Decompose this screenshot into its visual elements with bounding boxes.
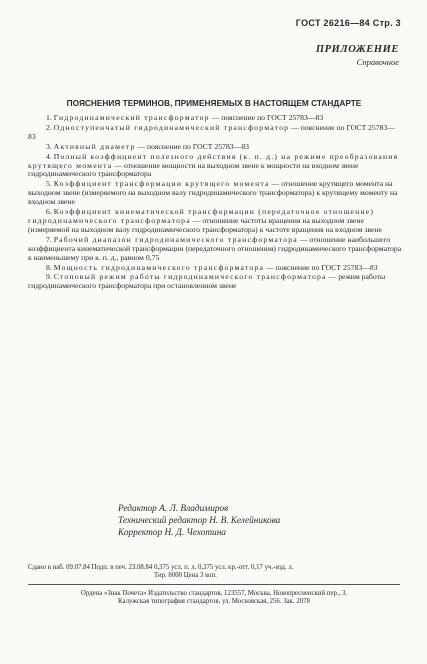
term-explanation: — отношение мощности на выходном звене к мощности на входном звене гидродинамического трансформатора <box>28 160 359 179</box>
term-name: Одноступенчатый гидродинамический трансформатор <box>53 122 290 132</box>
term-item <box>28 143 402 152</box>
term-item <box>28 180 402 207</box>
term-number: 1. <box>46 113 52 122</box>
term-name: Коэффициент кинематической трансформации (передаточное отношение) гидродинамического трансформатора <box>28 207 375 225</box>
page-header: ГОСТ 26216—84 Стр. 3 <box>295 18 401 28</box>
term-number: 3. <box>46 141 52 151</box>
section-title: ПОЯСНЕНИЯ ТЕРМИНОВ, ПРИМЕНЯЕМЫХ В НАСТОЯЩЕМ СТАНДАРТЕ <box>66 98 362 108</box>
term-item <box>28 273 402 291</box>
printer-block <box>28 590 400 606</box>
term-explanation: — пояснение по ГОСТ 25783—83 <box>264 262 378 272</box>
term-item <box>28 236 402 263</box>
term-number: 7. <box>46 234 52 244</box>
term-name: Гидродинамический трансформатор <box>53 113 210 122</box>
appendix-title: ПРИЛОЖЕНИЕ <box>315 44 399 55</box>
imprint-block <box>28 564 400 580</box>
term-name: Мощность гидродинамического трансформатора <box>53 262 265 272</box>
term-number: 8. <box>46 262 52 272</box>
term-name: Активный диаметр <box>53 141 136 151</box>
term-item <box>28 264 402 273</box>
term-number: 6. <box>46 207 52 217</box>
term-explanation: — режим работы гидродинамического трансформатора при остановленном звене <box>28 272 386 291</box>
term-number: 2. <box>46 122 52 132</box>
divider-line <box>28 584 400 585</box>
term-explanation: — отношение наибольшего коэффициента кинематической трансформации (передаточного отношения) гидродинамического трансформатора к наименьшему при к. п. д., равном 0,75 <box>28 234 402 262</box>
terms-list <box>28 114 402 292</box>
appendix-block <box>316 44 399 67</box>
term-item <box>28 208 402 235</box>
tech-editor-line: Технический редактор Н. В. Келейникова <box>118 516 281 526</box>
term-item <box>28 124 402 142</box>
corrector-line: Корректор Н. Д. Чехотина <box>118 528 226 538</box>
term-item <box>28 153 402 180</box>
imprint-line-1: Сдано в наб. 09.07.84 Подп. в печ. 23.08.84 0,375 усл. п. л. 0,375 усл. кр.-отт. 0,17 уч.-изд. л. <box>28 564 294 571</box>
term-number: 5. <box>46 179 52 189</box>
editorial-staff <box>118 503 280 539</box>
term-explanation: — пояснение по ГОСТ 25783—83 <box>209 113 324 122</box>
term-name: Полный коэффициент полезного действия (к. п. д.) на режиме преобразования крутящего момента <box>28 151 399 170</box>
printer-line-2: Калужская типография стандартов, ул. Московская, 256. Зак. 2078 <box>118 598 310 605</box>
imprint-line-2: Тир. 8000 Цена 3 коп. <box>154 572 217 579</box>
printer-line-1: Ордена «Знак Почета» Издательство стандартов, 123557, Москва, Новопресненский пер., 3. <box>80 590 348 597</box>
term-explanation: — пояснение по ГОСТ 25783—83 <box>135 141 250 151</box>
term-explanation: — пояснение по ГОСТ 25783—83 <box>28 122 395 141</box>
term-number: 4. <box>46 151 52 161</box>
term-number: 9. <box>46 272 52 282</box>
term-explanation: — отношение частоты вращения на выходном звене (измеряемой на выходном валу гидродинамического трансформатора) к частоте вращения на входном звене <box>28 215 382 234</box>
term-explanation: — отношение крутящего момента на выходном звене (измеряемого на выходном валу гидродинамического трансформатора) к крутящему моменту на входном звене <box>28 179 398 207</box>
editor-line: Редактор А. Л. Владимиров <box>118 504 229 514</box>
term-name: Коэффициент трансформации крутящего момента <box>53 179 270 189</box>
term-name: Рабочий диапазон гидродинамического трансформатора <box>53 234 298 244</box>
term-item <box>28 114 402 123</box>
appendix-subtitle: Справочное <box>356 57 399 67</box>
term-name: Стоповый режим работы гидродинамического трансформатора <box>53 272 327 282</box>
